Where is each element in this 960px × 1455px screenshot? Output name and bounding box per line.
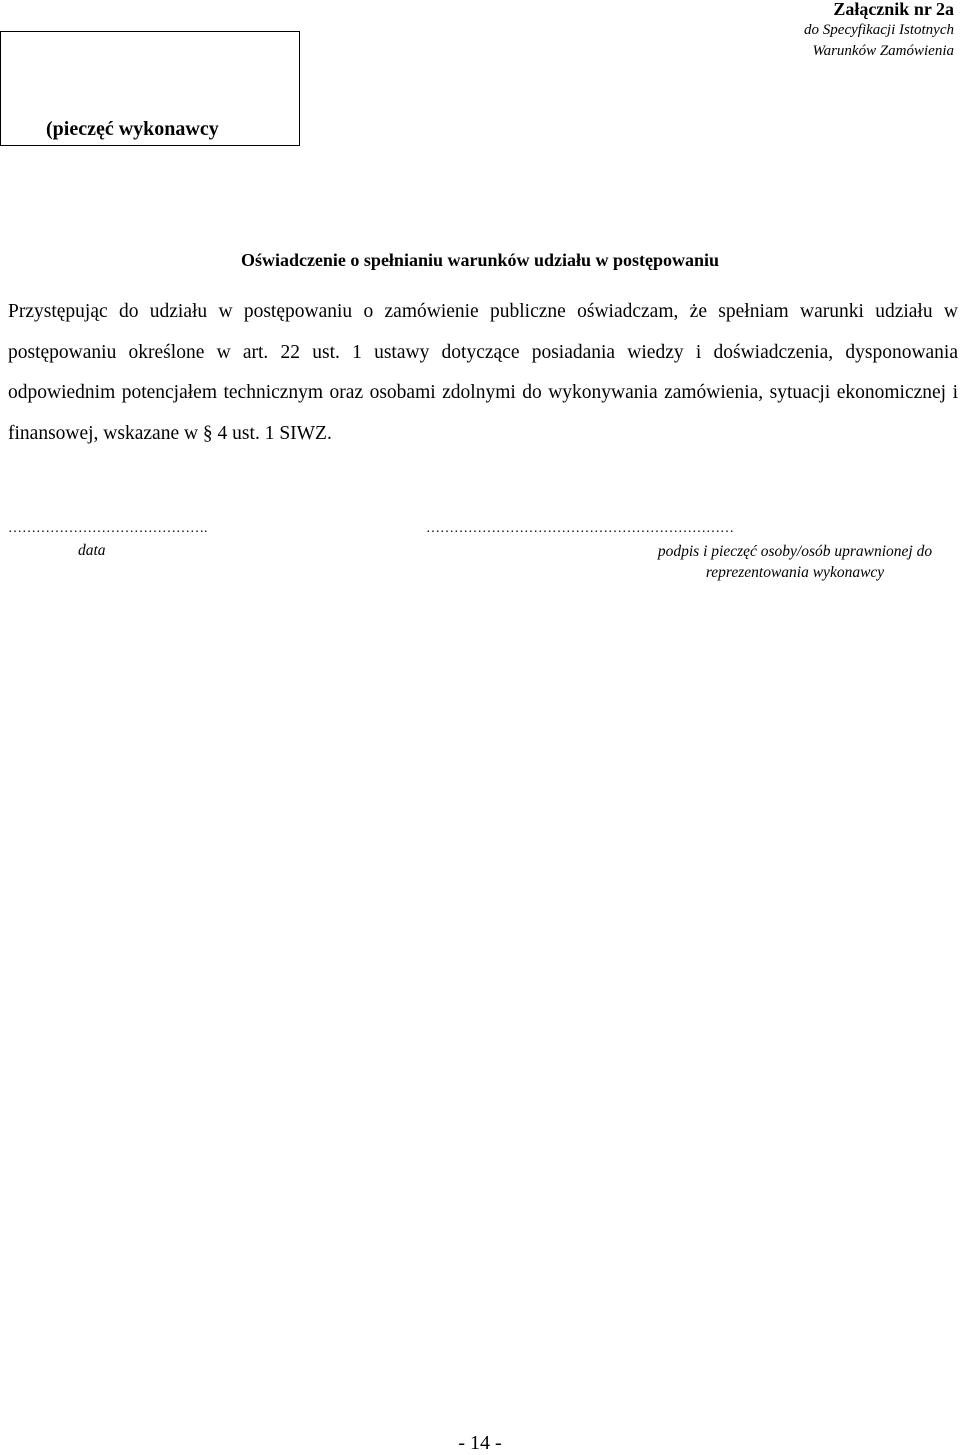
annex-subtitle-line2: Warunków Zamówienia: [812, 43, 954, 59]
contractor-stamp-label: (pieczęć wykonawcy: [46, 118, 219, 140]
annex-header: [656, 0, 956, 62]
annex-subtitle-line1: do Specyfikacji Istotnych: [804, 22, 954, 38]
signature-label-line1: podpis i pieczęć osoby/osób uprawnionej do: [657, 543, 933, 560]
signature-label: [630, 541, 960, 583]
signature-dotted-line: …………………………………………………………: [426, 521, 734, 536]
date-dotted-line: …………………………………….: [8, 521, 208, 536]
date-label: data: [78, 542, 106, 559]
page-number: - 14 -: [458, 1432, 502, 1454]
declaration-body: Przystępując do udziału w postępowaniu o zamówienie publiczne oświadczam, że spełniam warunki udziału w postępowaniu określone w art. 22 ust. 1 ustawy dotyczące posiadania wiedzy i doświadczenia, dysponowania odpowiednim potencjałem technicznym oraz osobami zdolnymi do wykonywania zamówienia, sytuacji ekonomicznej i finansowej, wskazane w § 4 ust. 1 SIWZ.: [8, 301, 958, 444]
annex-title: Załącznik nr 2a: [833, 0, 954, 19]
document-title: Oświadczenie o spełnianiu warunków udziału w postępowaniu: [240, 250, 720, 270]
signature-label-line2: reprezentowania wykonawcy: [705, 564, 885, 581]
